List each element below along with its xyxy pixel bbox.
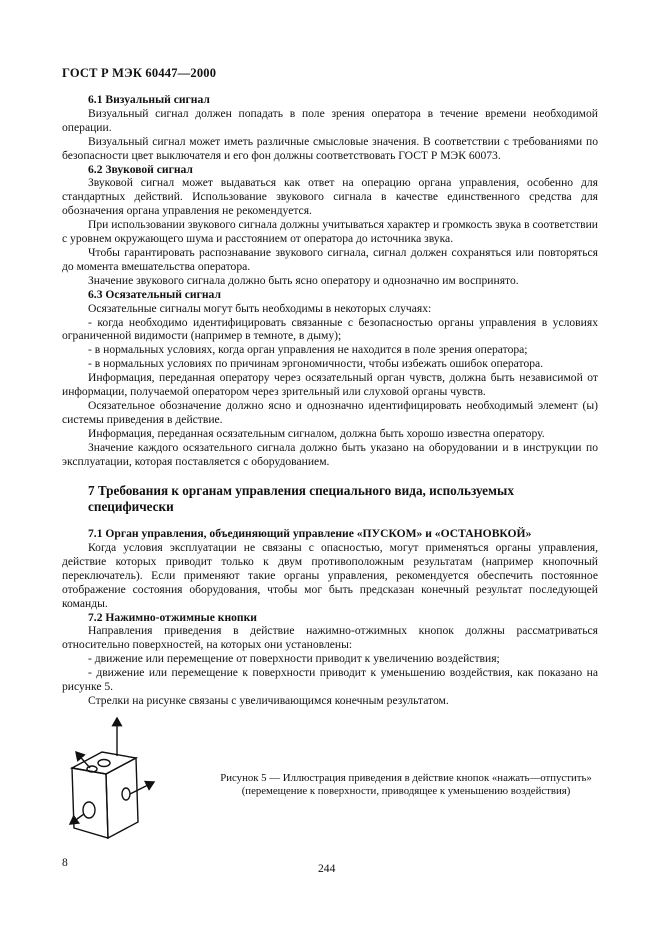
paragraph: Информация, переданная оператору через осязательный орган чувств, должна быть независимой от информации, получаемой оператором через зрительный или слуховой органы чувств. — [62, 371, 598, 399]
subsection-heading: 6.3 Осязательный сигнал — [88, 287, 221, 301]
figure-caption-line2: (перемещение к поверхности, приводящее к уменьшению воздействия) — [241, 785, 571, 797]
paragraph: Визуальный сигнал должен попадать в поле зрения оператора в течение времени необходимой операции. — [62, 106, 598, 134]
paragraph: Направления приведения в действие нажимно-отжимных кнопок должны рассматриваться относительно поверхностей, на которых они установлены: — [62, 624, 598, 652]
paragraph: - движение или перемещение от поверхности приводит к увеличению воздействия; — [88, 652, 500, 666]
paragraph: Значение звукового сигнала должно быть ясно оператору и однозначно им воспринято. — [88, 273, 519, 287]
paragraph: Осязательное обозначение должно ясно и однозначно идентифицировать необходимый элемент (ы) системы приведения в действие. — [62, 398, 598, 426]
paragraph: Чтобы гарантировать распознавание звукового сигнала, сигнал должен сохраняться или повторяться до момента вмешательства оператора. — [62, 245, 598, 273]
figure-caption-line1: Рисунок 5 — Иллюстрация приведения в действие кнопок «нажать—отпустить» — [220, 772, 592, 784]
paragraph: При использовании звукового сигнала должны учитываться характер и громкость звука в соответствии с уровнем окружающего шума и расстоянием от оператора до источника звука. — [62, 218, 598, 246]
paragraph: - в нормальных условиях, когда орган управления не находится в поле зрения оператора; — [88, 343, 528, 357]
paragraph: Визуальный сигнал может иметь различные смысловые значения. В соответствии с требованиями по безопасности цвет выключателя и его фон должны соответствовать ГОСТ Р МЭК 60073. — [62, 134, 598, 162]
paragraph: Значение каждого осязательного сигнала должно быть указано на оборудовании и в инструкции по эксплуатации, которая поставляется с оборудованием. — [62, 440, 598, 468]
paragraph: - движение или перемещение к поверхности приводит к уменьшению воздействия, как показано на рисунке 5. — [62, 666, 598, 694]
figure-caption — [196, 772, 616, 798]
document-header: ГОСТ Р МЭК 60447—2000 — [62, 66, 217, 80]
cube-push-buttons-icon — [68, 712, 160, 842]
figure-5 — [68, 712, 160, 842]
page-number-center: 244 — [318, 862, 336, 875]
paragraph: Информация, переданная осязательным сигналом, должна быть хорошо известна оператору. — [88, 426, 545, 440]
page-number-left: 8 — [62, 856, 68, 869]
paragraph: Звуковой сигнал может выдаваться как ответ на операцию органа управления, особенно для стандартных действий. Использование звукового сигнала в качестве единственного средства для обозначения органа управления не рекомендуется. — [62, 176, 598, 218]
paragraph: Когда условия эксплуатации не связаны с опасностью, могут применяться органы управления, действие которых приводит только к двум противоположным результатам (например кнопочный переключатель). Если применяют такие органы управления, рекомендуется обеспечить постоянное отображение состояния оборудования, чтобы мог быть предсказан конечный результат последующей команды. — [62, 540, 598, 610]
subsection-heading: 6.2 Звуковой сигнал — [88, 162, 193, 176]
subsection-heading: 6.1 Визуальный сигнал — [88, 93, 210, 106]
subsection-heading: 7.1 Орган управления, объединяющий управление «ПУСКОМ» и «ОСТАНОВКОЙ» — [88, 527, 532, 541]
paragraph: - когда необходимо идентифицировать связанные с безопасностью органы управления в условиях ограниченной видимости (например в темноте, в дыму); — [62, 315, 598, 343]
paragraph: - в нормальных условиях по причинам эргономичности, чтобы избежать ошибок оператора. — [88, 357, 544, 371]
section-heading: 7 Требования к органам управления специального вида, используемых специфически — [88, 483, 514, 515]
paragraph: Стрелки на рисунке связаны с увеличивающимся конечным результатом. — [88, 693, 449, 707]
paragraph: Осязательные сигналы могут быть необходимы в некоторых случаях: — [88, 301, 432, 315]
document-body — [62, 93, 598, 708]
subsection-heading: 7.2 Нажимно-отжимные кнопки — [88, 610, 257, 624]
